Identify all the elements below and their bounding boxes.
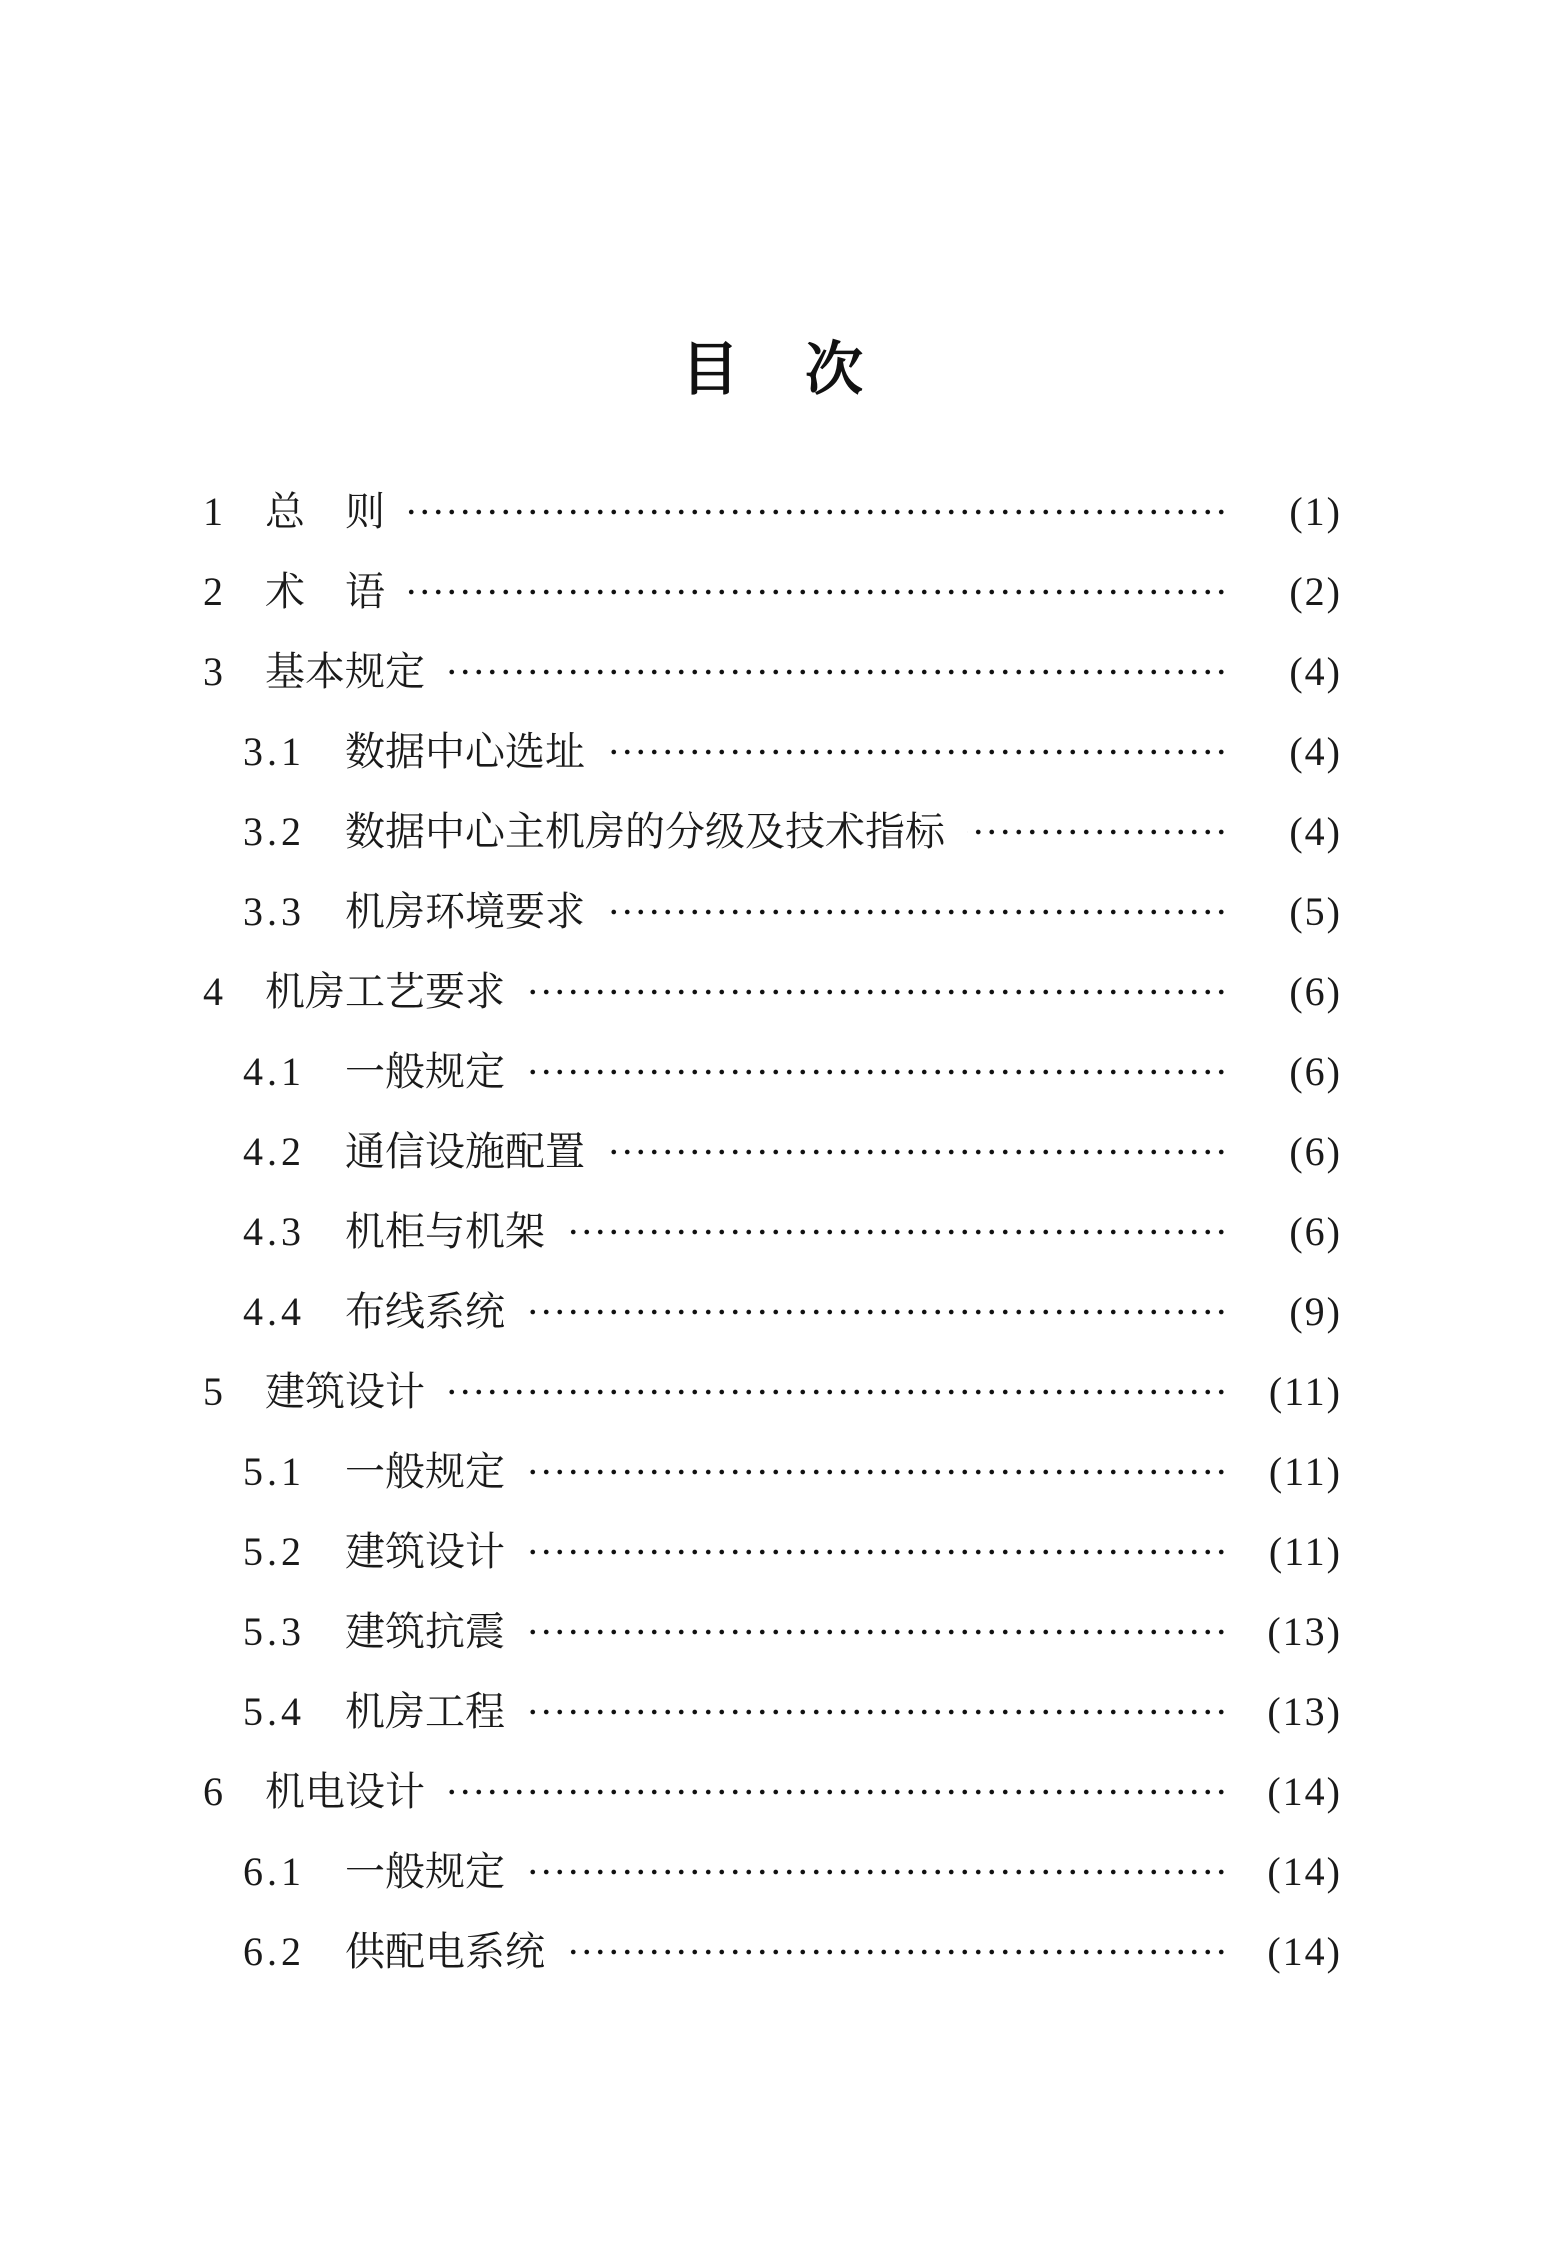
toc-row-number: 5.1 (243, 1449, 305, 1494)
toc-row-page: (6) (1289, 1049, 1342, 1094)
toc-row-number: 3 (203, 649, 227, 694)
toc-row-label: 一般规定 (345, 1049, 505, 1094)
toc-row-label: 通信设施配置 (345, 1129, 585, 1174)
dot-leader (527, 1032, 1228, 1112)
toc-row-label: 机电设计 (265, 1769, 425, 1814)
toc-row-page: (13) (1267, 1689, 1342, 1734)
toc-row (0, 1832, 1548, 1912)
toc-row-number: 3.1 (243, 729, 305, 774)
dot-leader (567, 1912, 1228, 1992)
toc-row (0, 1432, 1548, 1512)
toc-row (0, 1592, 1548, 1672)
toc-row-label: 术 语 (265, 569, 385, 614)
toc-row-label: 一般规定 (345, 1849, 505, 1894)
dot-leader (447, 1352, 1228, 1432)
dot-leader (607, 872, 1228, 952)
toc-row-page: (9) (1289, 1289, 1342, 1334)
toc-row-number: 5.2 (243, 1529, 305, 1574)
dot-leader (527, 1672, 1228, 1752)
toc-row (0, 792, 1548, 872)
toc-row-page: (1) (1289, 489, 1342, 534)
toc-row (0, 712, 1548, 792)
toc-row-number: 4.4 (243, 1289, 305, 1334)
dot-leader (527, 1272, 1228, 1352)
toc-row (0, 952, 1548, 1032)
toc-row-page: (11) (1268, 1529, 1342, 1574)
toc-row-page: (14) (1267, 1769, 1342, 1814)
toc-row (0, 1112, 1548, 1192)
toc-row-page: (2) (1289, 569, 1342, 614)
dot-leader (447, 632, 1228, 712)
toc-row-page: (5) (1289, 889, 1342, 934)
toc-row-number: 4 (203, 969, 227, 1014)
toc-row-number: 6 (203, 1769, 227, 1814)
toc-row (0, 1512, 1548, 1592)
toc-row-page: (4) (1289, 809, 1342, 854)
toc-row-label: 一般规定 (345, 1449, 505, 1494)
dot-leader (527, 1832, 1228, 1912)
page-title: 目 次 (680, 335, 867, 403)
toc-row-number: 5.3 (243, 1609, 305, 1654)
dot-leader (567, 1192, 1228, 1272)
toc-row-page: (14) (1267, 1849, 1342, 1894)
toc-row (0, 472, 1548, 552)
toc-row-number: 4.1 (243, 1049, 305, 1094)
toc-row-number: 3.3 (243, 889, 305, 934)
toc-row-page: (13) (1267, 1609, 1342, 1654)
toc-row-page: (11) (1268, 1369, 1342, 1414)
toc-row (0, 632, 1548, 712)
toc-row-page: (4) (1289, 729, 1342, 774)
toc-row-number: 2 (203, 569, 227, 614)
toc-row (0, 1672, 1548, 1752)
toc-row-label: 数据中心选址 (345, 729, 585, 774)
toc-row-number: 5.4 (243, 1689, 305, 1734)
toc-row-label: 机房工程 (345, 1689, 505, 1734)
toc-row-number: 3.2 (243, 809, 305, 854)
toc-row (0, 1032, 1548, 1112)
toc-row-label: 机柜与机架 (345, 1209, 545, 1254)
toc-row (0, 1912, 1548, 1992)
toc-row-page: (4) (1289, 649, 1342, 694)
dot-leader (527, 1432, 1228, 1512)
dot-leader (447, 1752, 1228, 1832)
dot-leader (607, 1112, 1228, 1192)
toc-row-label: 基本规定 (265, 649, 425, 694)
toc-row-page: (6) (1289, 969, 1342, 1014)
toc-row-page: (6) (1289, 1129, 1342, 1174)
dot-leader (607, 712, 1228, 792)
toc-row-number: 5 (203, 1369, 227, 1414)
toc-row-page: (6) (1289, 1209, 1342, 1254)
toc-row-number: 6.1 (243, 1849, 305, 1894)
toc-row-label: 建筑抗震 (345, 1609, 505, 1654)
toc-row (0, 872, 1548, 952)
toc-list (0, 472, 1548, 1992)
toc-row-label: 建筑设计 (265, 1369, 425, 1414)
dot-leader (527, 952, 1228, 1032)
dot-leader (967, 792, 1228, 872)
toc-row-number: 4.3 (243, 1209, 305, 1254)
toc-row-label: 布线系统 (345, 1289, 505, 1334)
toc-row-label: 总 则 (265, 489, 385, 534)
dot-leader (407, 552, 1228, 632)
dot-leader (407, 472, 1228, 552)
dot-leader (527, 1512, 1228, 1592)
toc-row-label: 机房环境要求 (345, 889, 585, 934)
toc-row-label: 建筑设计 (345, 1529, 505, 1574)
toc-row (0, 1352, 1548, 1432)
toc-row-number: 4.2 (243, 1129, 305, 1174)
toc-row-page: (14) (1267, 1929, 1342, 1974)
toc-row (0, 1752, 1548, 1832)
toc-row-label: 数据中心主机房的分级及技术指标 (345, 809, 945, 854)
toc-row (0, 552, 1548, 632)
toc-row-number: 1 (203, 489, 227, 534)
dot-leader (527, 1592, 1228, 1672)
toc-row (0, 1272, 1548, 1352)
toc-row (0, 1192, 1548, 1272)
toc-row-label: 供配电系统 (345, 1929, 545, 1974)
toc-row-label: 机房工艺要求 (265, 969, 505, 1014)
toc-row-number: 6.2 (243, 1929, 305, 1974)
toc-row-page: (11) (1268, 1449, 1342, 1494)
